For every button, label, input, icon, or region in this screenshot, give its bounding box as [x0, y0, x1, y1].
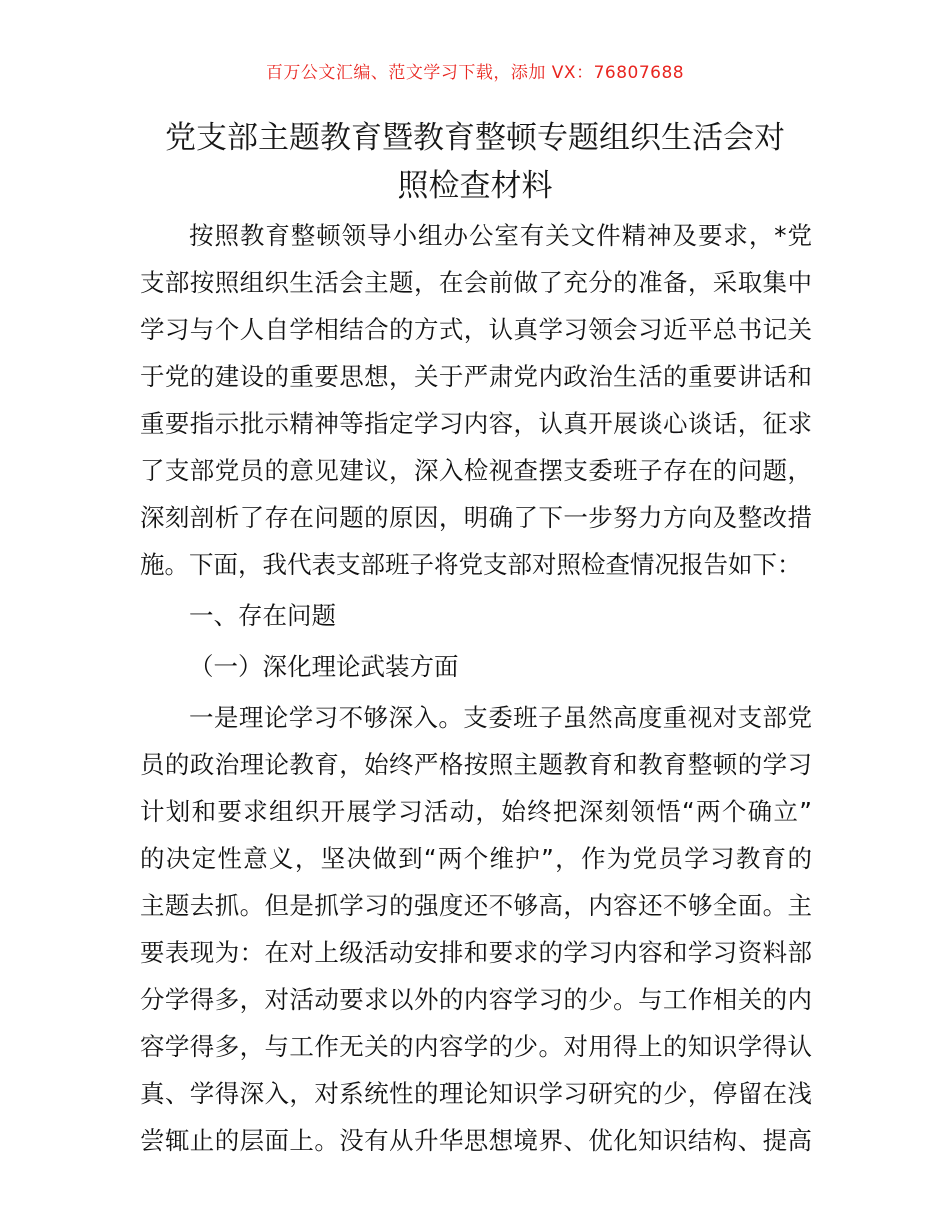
paragraph-line: 要表现为：在对上级活动安排和要求的学习内容和学习资料部 — [140, 938, 812, 967]
paragraph-line: 于党的建设的重要思想，关于严肃党内政治生活的重要讲话和 — [140, 362, 812, 391]
paragraph-line: 员的政治理论教育，始终严格按照主题教育和教育整顿的学习 — [140, 750, 812, 779]
title-line: 党支部主题教育暨教育整顿专题组织生活会对 — [165, 120, 785, 156]
paragraph-line: 主题去抓。但是抓学习的强度还不够高，内容还不够全面。主 — [140, 891, 812, 920]
paragraph-line: 施。下面，我代表支部班子将党支部对照检查情况报告如下： — [140, 550, 802, 579]
section-heading: 一、存在问题 — [189, 601, 336, 630]
paragraph-line: 按照教育整顿领导小组办公室有关文件精神及要求，*党 — [189, 221, 812, 250]
paragraph-line: 一是理论学习不够深入。支委班子虽然高度重视对支部党 — [189, 703, 812, 732]
paragraph-line: 了支部党员的意见建议，深入检视查摆支委班子存在的问题， — [140, 456, 812, 485]
paragraph-line: 计划和要求组织开展学习活动，始终把深刻领悟“两个确立” — [140, 797, 812, 826]
paragraph-line: 容学得多，与工作无关的内容学的少。对用得上的知识学得认 — [140, 1032, 812, 1061]
title-line: 照检查材料 — [397, 168, 553, 204]
paragraph-line: 支部按照组织生活会主题，在会前做了充分的准备，采取集中 — [140, 268, 812, 297]
document-title — [140, 114, 810, 210]
paragraph-line: 深刻剖析了存在问题的原因，明确了下一步努力方向及整改措 — [140, 503, 812, 532]
paragraph-line: 学习与个人自学相结合的方式，认真学习领会习近平总书记关 — [140, 315, 812, 344]
paragraph-line: 的决定性意义，坚决做到“两个维护”，作为党员学习教育的 — [140, 844, 812, 873]
paragraph-line: 真、学得深入，对系统性的理论知识学习研究的少，停留在浅 — [140, 1079, 812, 1108]
subsection-heading: （一）深化理论武装方面 — [189, 652, 459, 681]
paragraph-line: 尝辄止的层面上。没有从升华思想境界、优化知识结构、提高 — [140, 1126, 812, 1155]
paragraph-line: 重要指示批示精神等指定学习内容，认真开展谈心谈话，征求 — [140, 409, 812, 438]
paragraph-line: 分学得多，对活动要求以外的内容学习的少。与工作相关的内 — [140, 985, 812, 1014]
watermark-header: 百万公文汇编、范文学习下载，添加 VX：76807688 — [265, 63, 685, 83]
document-body — [140, 212, 812, 1164]
